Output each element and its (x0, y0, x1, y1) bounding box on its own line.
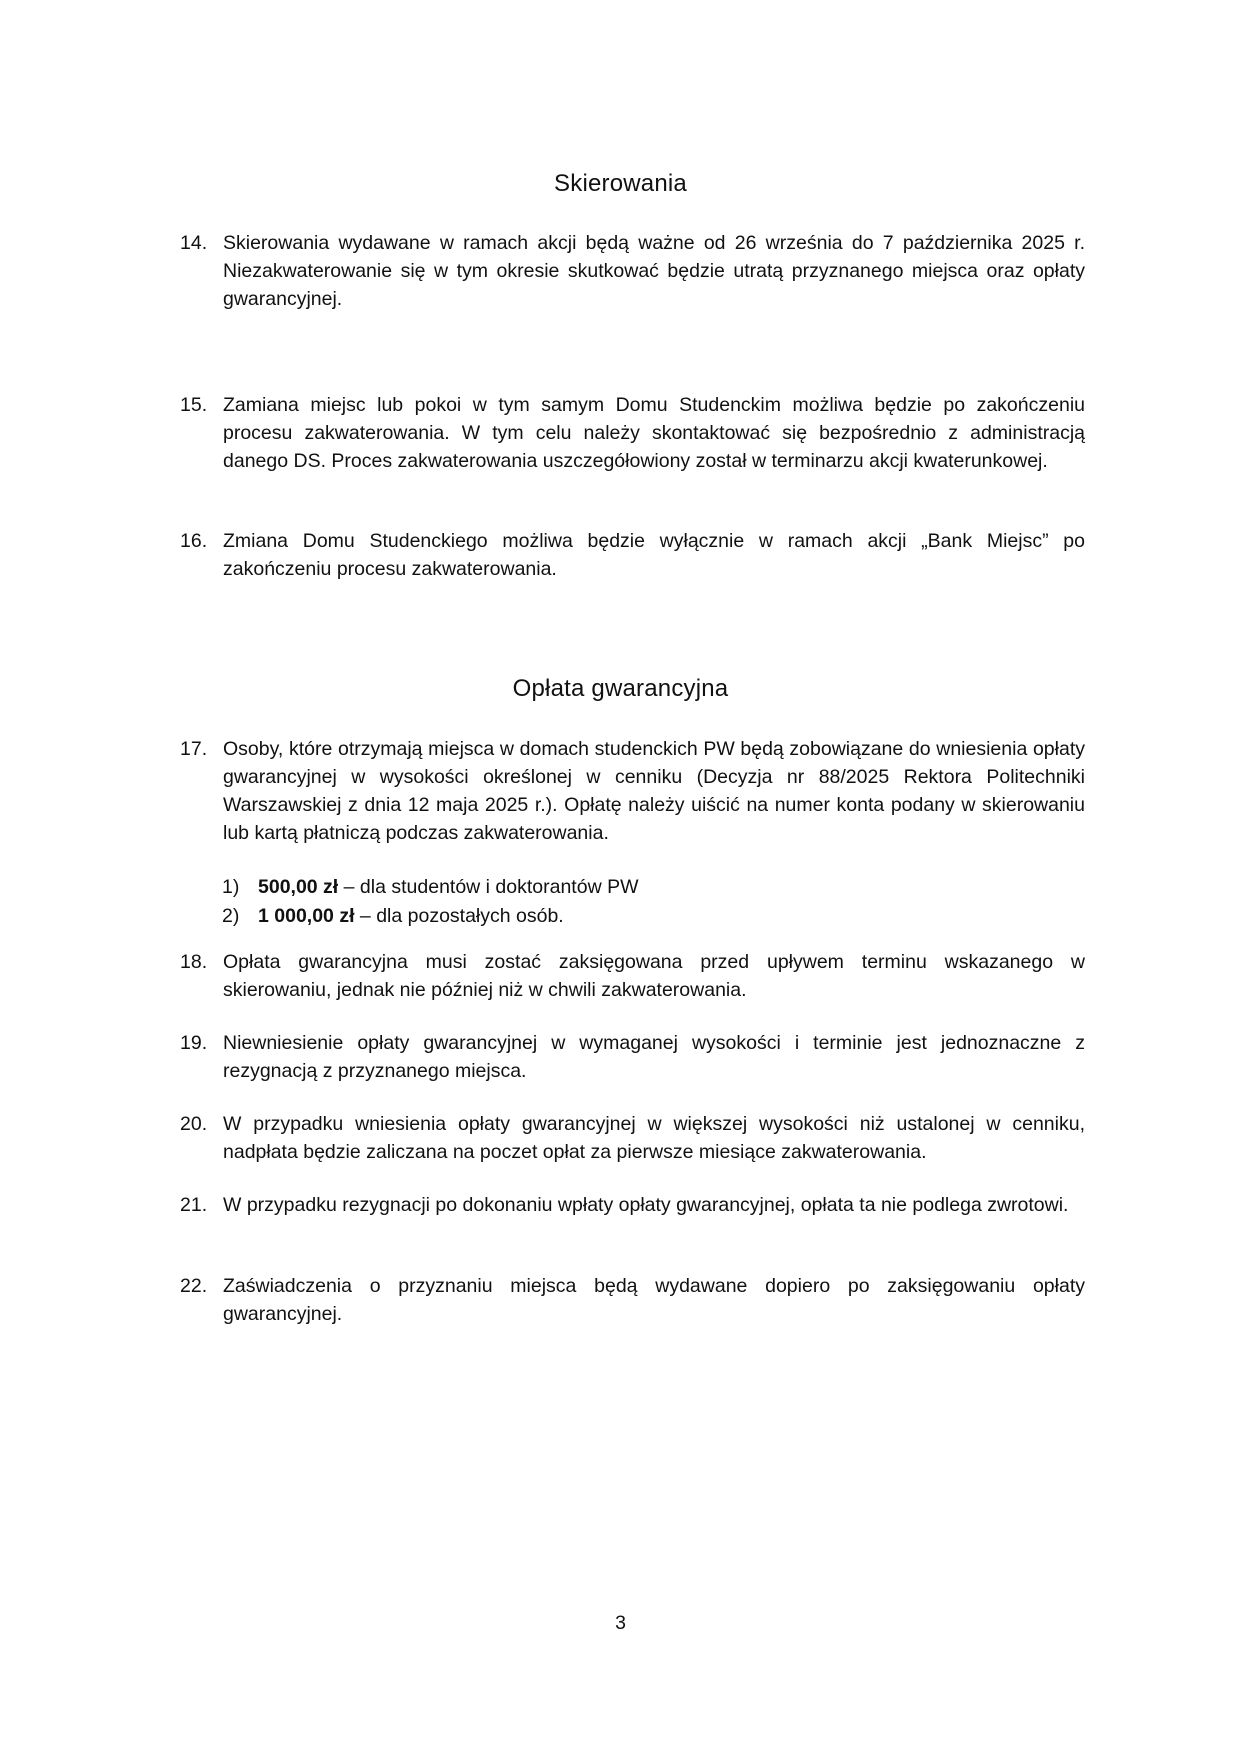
item-text: Opłata gwarancyjna musi zostać zaksięgowana przed upływem terminu wskazanego w skierowaniu, jednak nie później niż w chwili zakwaterowania. (223, 951, 1085, 1001)
item-number: 17. (180, 738, 208, 760)
item-text: Zaświadczenia o przyznaniu miejsca będą wydawane dopiero po zaksięgowaniu opłaty gwarancyjnej. (223, 1275, 1085, 1325)
fee-amount: 1 000,00 zł (258, 905, 355, 927)
list-item (180, 391, 1085, 475)
list-item (180, 1110, 1085, 1166)
item-number: 22. (180, 1275, 208, 1297)
item-number: 14. (180, 232, 208, 254)
fee-number: 1) (222, 876, 240, 898)
fee-list-item (222, 873, 822, 902)
list-item (180, 735, 1085, 847)
list-item (180, 1029, 1085, 1085)
item-text: W przypadku rezygnacji po dokonaniu wpłaty opłaty gwarancyjnej, opłata ta nie podlega zwrotowi. (223, 1194, 1069, 1216)
fee-description: dla pozostałych osób. (376, 905, 564, 927)
fee-number: 2) (222, 905, 240, 927)
item-text: Skierowania wydawane w ramach akcji będą ważne od 26 września do 7 października 2025 r. Niezakwaterowanie się w tym okresie skutkować będzie utratą przyznanego miejsca oraz opłaty gwarancyjnej. (223, 232, 1085, 310)
item-text: W przypadku wniesienia opłaty gwarancyjnej w większej wysokości niż ustalonej w cenniku, nadpłata będzie zaliczana na poczet opłat za pierwsze miesiące zakwaterowania. (223, 1113, 1085, 1163)
list-item (180, 1191, 1085, 1219)
item-number: 21. (180, 1194, 208, 1216)
list-item (180, 527, 1085, 583)
item-number: 19. (180, 1032, 208, 1054)
section-heading-oplata-gwarancyjna: Opłata gwarancyjna (512, 675, 729, 702)
fee-description: dla studentów i doktorantów PW (359, 876, 639, 898)
fee-list (222, 873, 822, 931)
page-number: 3 (615, 1612, 626, 1634)
item-number: 20. (180, 1113, 208, 1135)
fee-amount: 500,00 zł (258, 876, 339, 898)
section-heading-skierowania: Skierowania (554, 170, 687, 197)
list-item (180, 1272, 1085, 1328)
item-text: Zmiana Domu Studenckiego możliwa będzie wyłącznie w ramach akcji „Bank Miejsc” po zakończeniu procesu zakwaterowania. (223, 530, 1085, 580)
list-item (180, 229, 1085, 313)
list-item (180, 948, 1085, 1004)
item-text: Zamiana miejsc lub pokoi w tym samym Domu Studenckim możliwa będzie po zakończeniu procesu zakwaterowania. W tym celu należy skontaktować się bezpośrednio z administracją danego DS. Proces zakwaterowania uszczegółowiony został w terminarzu akcji kwaterunkowej. (223, 394, 1085, 472)
fee-separator: – (354, 905, 377, 927)
item-number: 15. (180, 394, 208, 416)
fee-list-item (222, 902, 822, 931)
fee-separator: – (338, 876, 360, 898)
item-text: Osoby, które otrzymają miejsca w domach studenckich PW będą zobowiązane do wniesienia opłaty gwarancyjnej w wysokości określonej w cenniku (Decyzja nr 88/2025 Rektora Politechniki Warszawskiej z dnia 12 maja 2025 r.). Opłatę należy uiścić na numer konta podany w skierowaniu lub kartą płatniczą podczas zakwaterowania. (223, 738, 1085, 844)
item-number: 16. (180, 530, 208, 552)
item-text: Niewniesienie opłaty gwarancyjnej w wymaganej wysokości i terminie jest jednoznaczne z rezygnacją z przyznanego miejsca. (223, 1032, 1085, 1082)
item-number: 18. (180, 951, 208, 973)
